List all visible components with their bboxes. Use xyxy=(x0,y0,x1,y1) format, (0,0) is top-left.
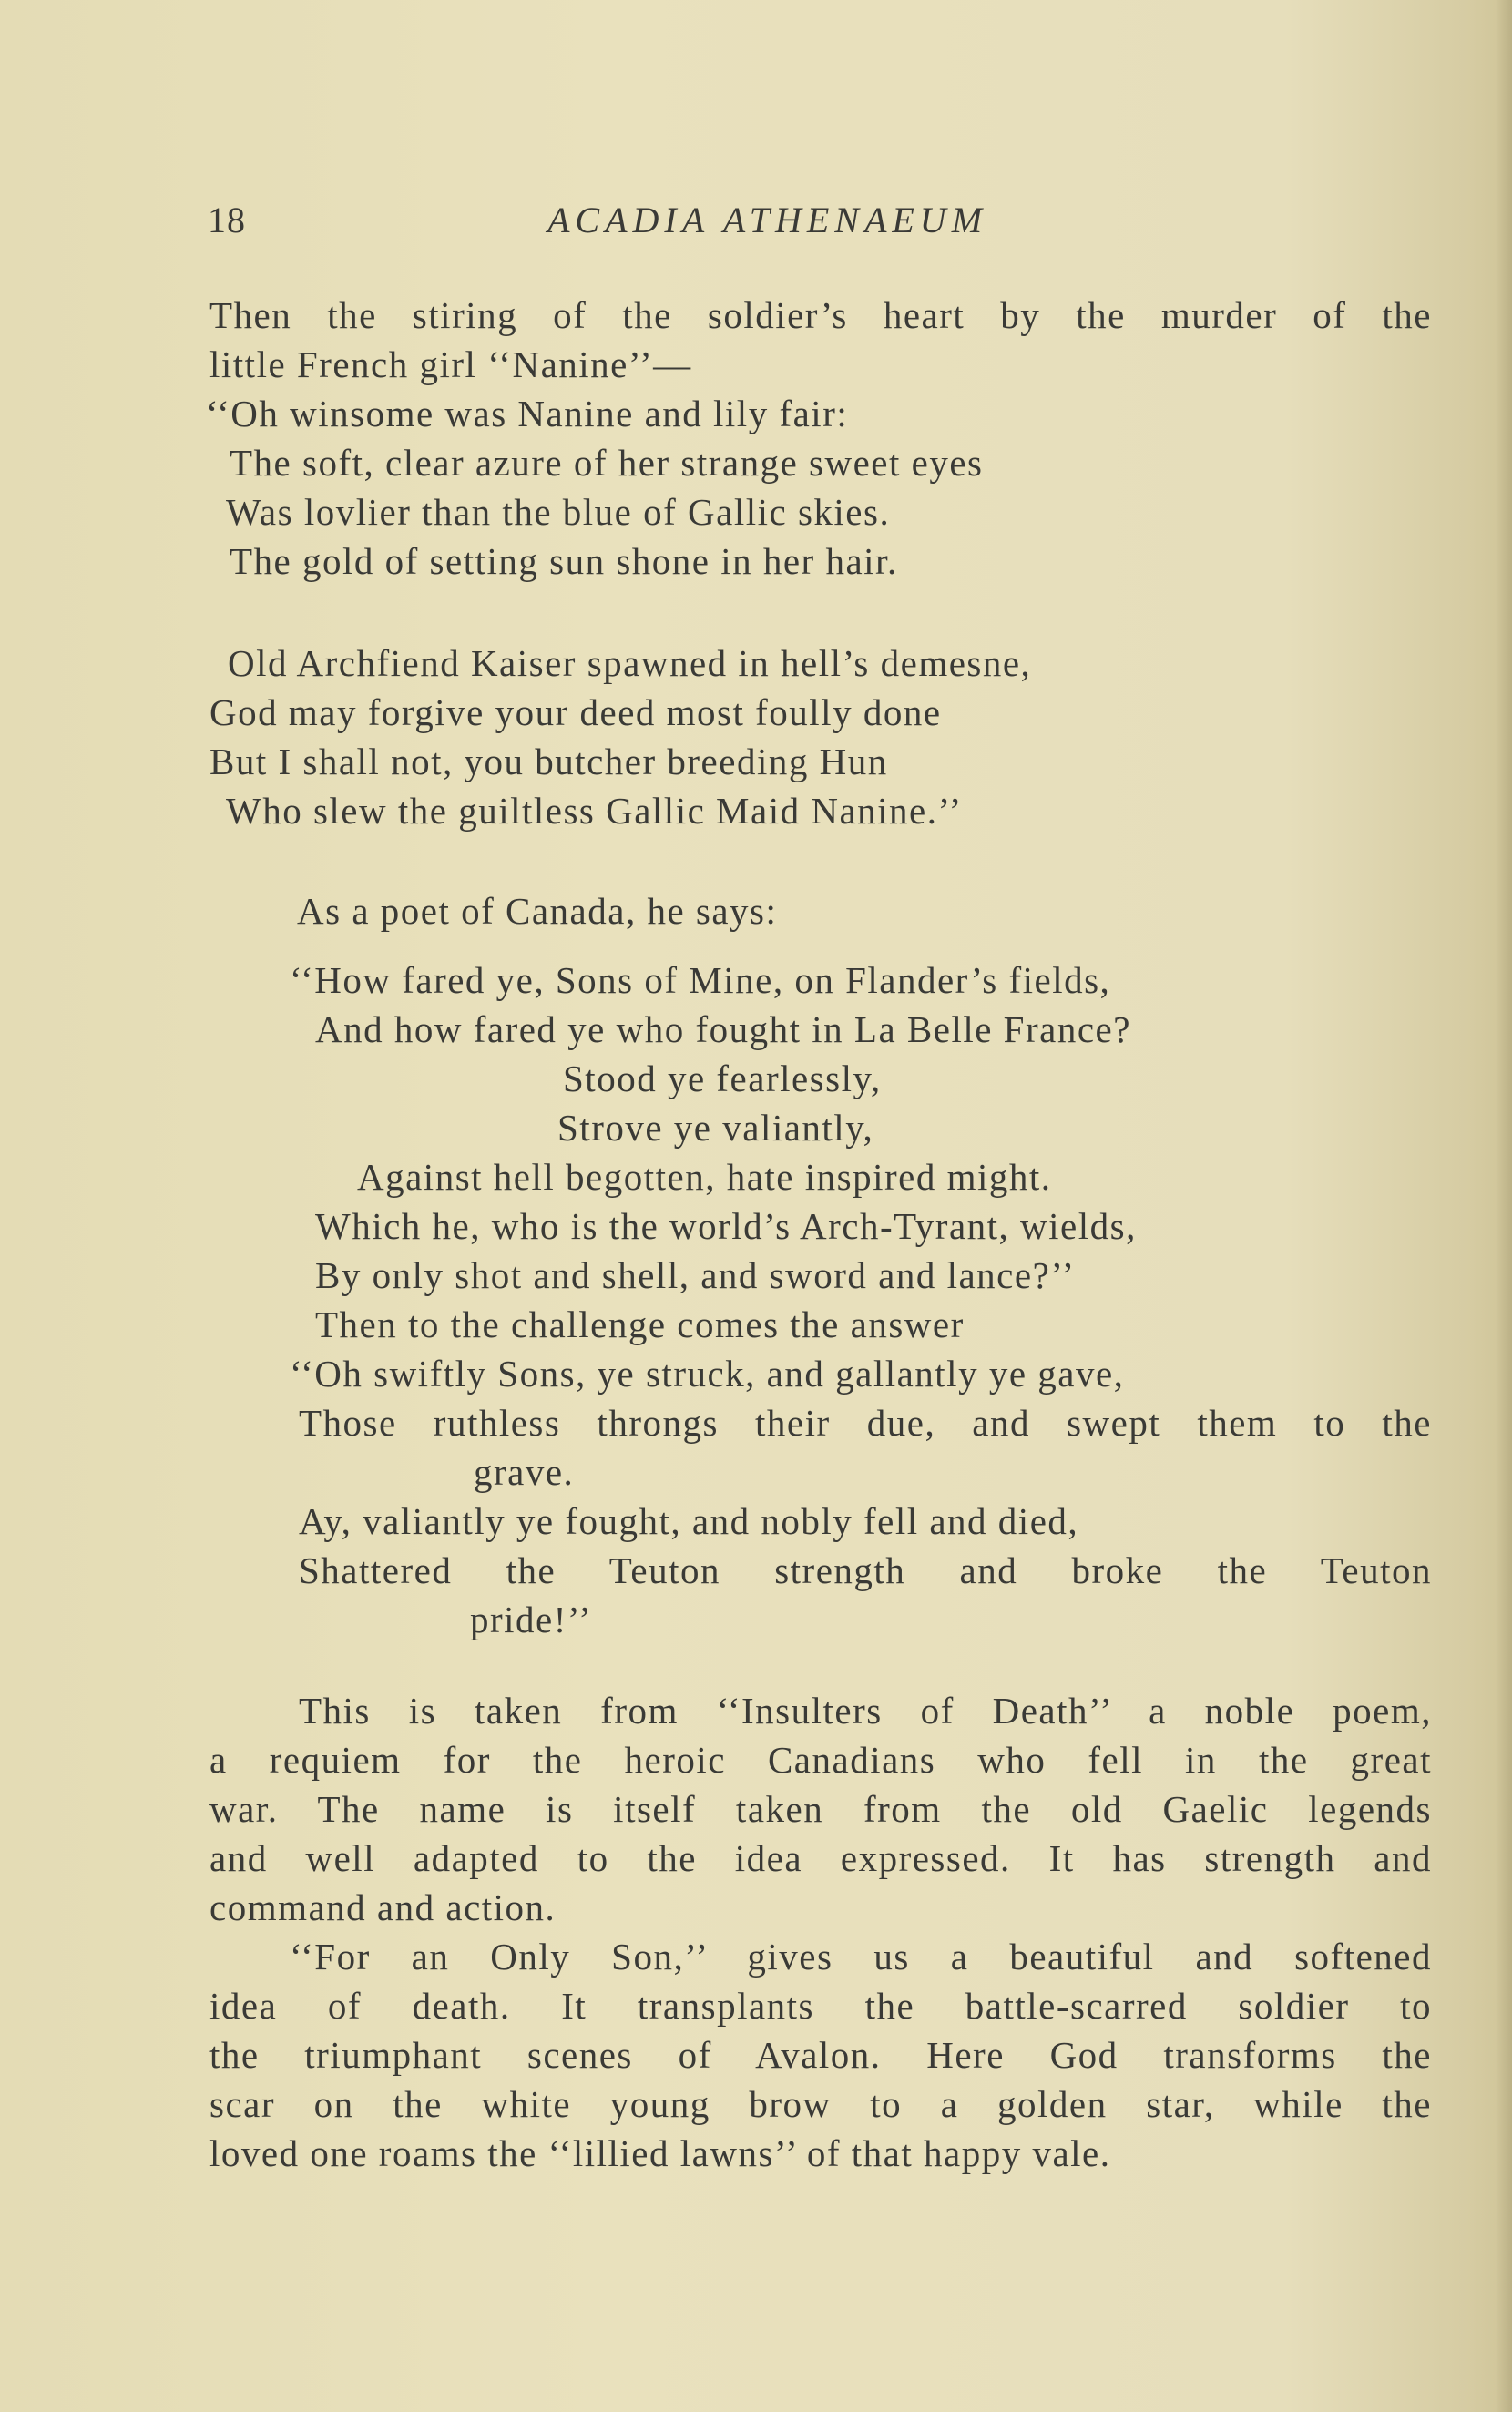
poem-line: pride!’’ xyxy=(470,1599,593,1640)
poem-line: Old Archfiend Kaiser spawned in hell’s demesne, xyxy=(228,642,1032,684)
poem-line: Those ruthless throngs their due, and swept them to the xyxy=(299,1402,1432,1444)
text-line: As a poet of Canada, he says: xyxy=(297,890,778,932)
poem-line: The gold of setting sun shone in her hair. xyxy=(230,540,898,582)
poem-line: grave. xyxy=(474,1451,575,1493)
text-line: This is taken from ‘‘Insulters of Death’’ a noble poem, xyxy=(299,1690,1432,1732)
poem-line: The soft, clear azure of her strange sweet eyes xyxy=(230,442,984,484)
text-line: war. The name is itself taken from the old Gaelic legends xyxy=(209,1788,1432,1830)
poem-line: Against hell begotten, hate inspired might. xyxy=(357,1156,1052,1198)
poem-line: Then to the challenge comes the answer xyxy=(315,1303,965,1345)
text-line: command and action. xyxy=(209,1886,557,1928)
poem-line: But I shall not, you butcher breeding Hun xyxy=(209,741,888,782)
page-header xyxy=(208,199,1435,253)
poem-line: Shattered the Teuton strength and broke the Teuton xyxy=(299,1549,1432,1591)
text-line: a requiem for the heroic Canadians who fell in the great xyxy=(209,1739,1432,1781)
poem-line: And how fared ye who fought in La Belle France? xyxy=(315,1008,1131,1050)
text-line: Then the stiring of the soldier’s heart by the murder of the xyxy=(209,294,1432,336)
poem-line: Ay, valiantly ye fought, and nobly fell and died, xyxy=(299,1500,1079,1542)
poem-line: ‘‘How fared ye, Sons of Mine, on Flander’s fields, xyxy=(290,959,1111,1001)
text-line: ‘‘For an Only Son,’’ gives us a beautiful and softened xyxy=(290,1936,1432,1978)
poem-line: Was lovlier than the blue of Gallic skies. xyxy=(226,491,891,533)
poem-line: Stood ye fearlessly, xyxy=(563,1058,882,1099)
text-line: scar on the white young brow to a golden star, while the xyxy=(209,2083,1432,2125)
text-line: and well adapted to the idea expressed. It has strength and xyxy=(209,1837,1432,1879)
text-line: little French girl ‘‘Nanine’’— xyxy=(209,343,692,385)
text-line: loved one roams the ‘‘lillied lawns’’ of that happy vale. xyxy=(209,2132,1111,2174)
poem-line: Strove ye valiantly, xyxy=(557,1107,874,1149)
page-edge-shadow xyxy=(1496,0,1512,2412)
poem-line: ‘‘Oh swiftly Sons, ye struck, and gallantly ye gave, xyxy=(290,1353,1125,1395)
poem-line: God may forgive your deed most foully done xyxy=(209,691,942,733)
poem-line: Who slew the guiltless Gallic Maid Nanine.’’ xyxy=(226,790,963,832)
page-number: 18 xyxy=(208,199,246,240)
text-line: idea of death. It transplants the battle-scarred soldier to xyxy=(209,1985,1432,2027)
poem-line: By only shot and shell, and sword and lance?’’ xyxy=(315,1254,1076,1296)
poem-line: Which he, who is the world’s Arch-Tyrant, wields, xyxy=(315,1205,1137,1247)
text-line: the triumphant scenes of Avalon. Here God transforms the xyxy=(209,2034,1432,2076)
running-title: ACADIA ATHENAEUM xyxy=(547,199,988,240)
poem-line: ‘‘Oh winsome was Nanine and lily fair: xyxy=(206,393,849,434)
